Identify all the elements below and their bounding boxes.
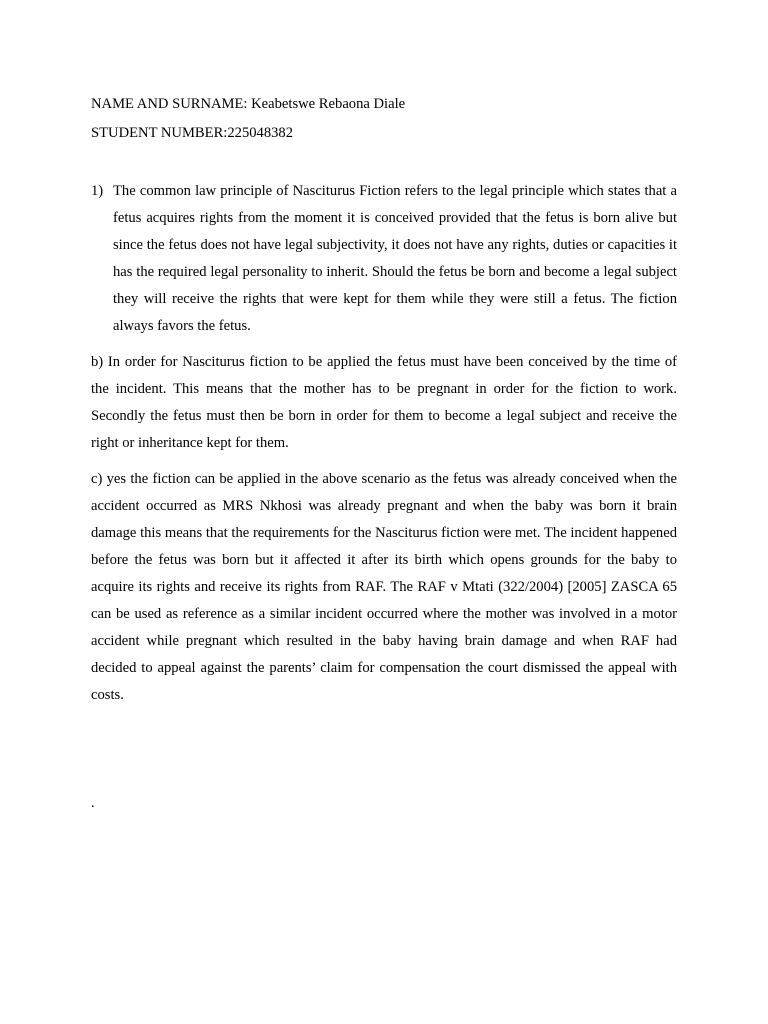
name-and-surname-line: NAME AND SURNAME: Keabetswe Rebaona Diale [91, 96, 406, 112]
answer-1 [91, 178, 677, 340]
answer-b: b) In order for Nasciturus fiction to be applied the fetus must have been conceived by the time of the incident. This means that the mother has to be pregnant in order for the fiction to work. Secondly the fetus must then be born in order for them to become a legal subject and receive the right or inheritance kept for them. [91, 354, 677, 451]
document-body [91, 90, 677, 718]
header-spacer [91, 148, 677, 178]
trailing-period: . [91, 795, 95, 811]
answer-1-number: 1) [91, 183, 104, 199]
answer-c: c) yes the fiction can be applied in the above scenario as the fetus was already conceived when the accident occurred as MRS Nkhosi was already pregnant and when the baby was born it brain damage this means that the requirements for the Nasciturus fiction were met. The incident happened before the fetus was born but it affected it after its birth which opens grounds for the baby to acquire its rights and receive its rights from RAF. The RAF v Mtati (322/2004) [2005] ZASCA 65 can be used as reference as a similar incident occurred where the mother was involved in a motor accident while pregnant which resulted in the baby having brain damage and when RAF had decided to appeal against the parents’ claim for compensation the court dismissed the appeal with costs. [91, 471, 677, 703]
student-number-line: STUDENT NUMBER:225048382 [91, 125, 294, 141]
answer-1-text: The common law principle of Nasciturus Fiction refers to the legal principle which states that a fetus acquires rights from the moment it is conceived provided that the fetus is born alive but since the fetus does not have legal subjectivity, it does not have any rights, duties or capacities it has the required legal personality to inherit. Should the fetus be born and become a legal subject they will receive the rights that were kept for them while they were still a fetus. The fiction always favors the fetus. [113, 183, 677, 334]
